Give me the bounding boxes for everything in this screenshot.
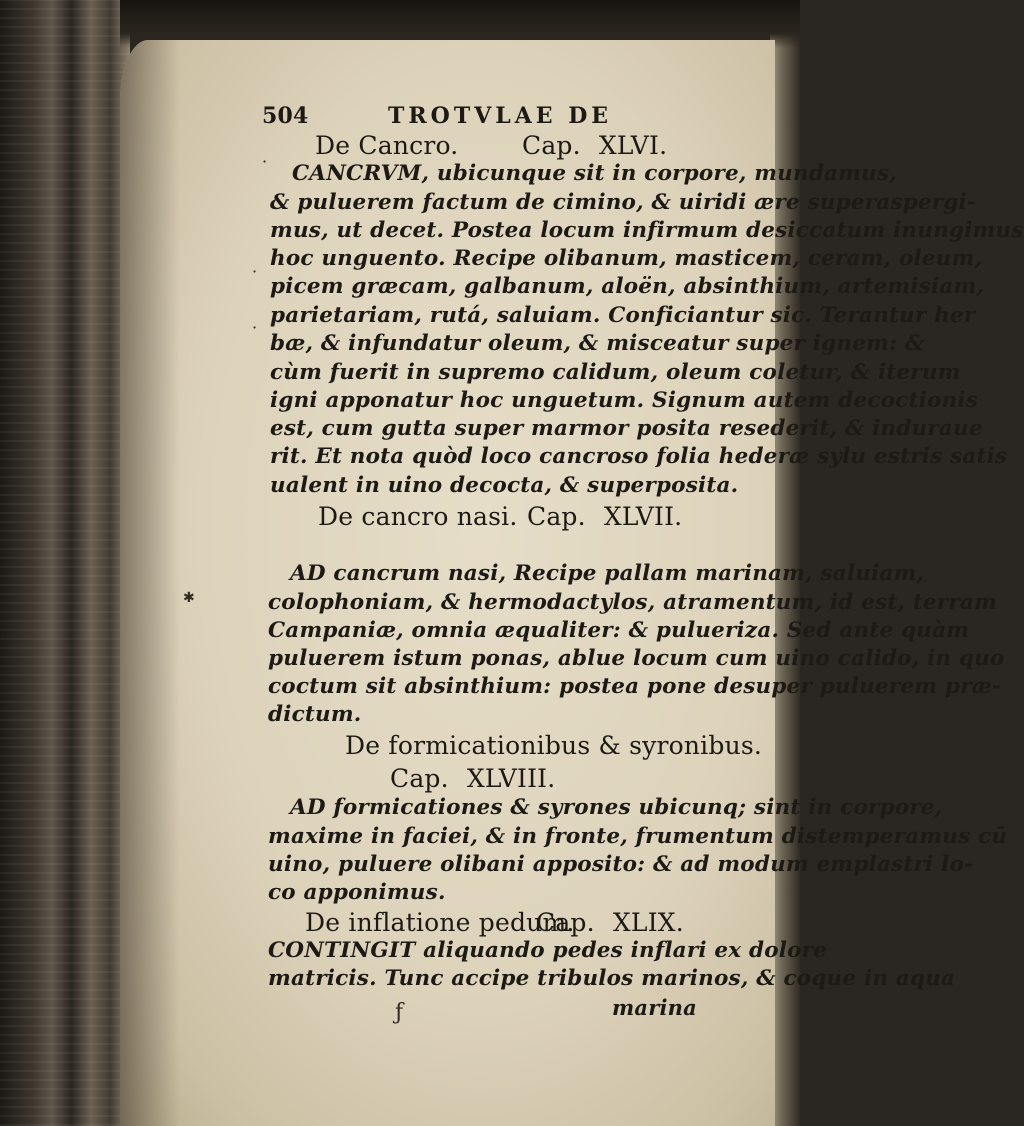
- ink-stroke-mark: ƒ: [395, 1000, 404, 1025]
- text-line: picem græcam, galbanum, aloën, absinthium, artemisiam,: [270, 274, 985, 299]
- section-title-4: De inflatione pedum.: [305, 908, 575, 937]
- margin-mark: ·: [262, 152, 268, 171]
- text-line: bæ, & infundatur oleum, & misceatur super ignem: &: [270, 331, 925, 356]
- text-line: matricis. Tunc accipe tribulos marinos, & coque in aqua: [268, 966, 956, 991]
- section-chapter-1: Cap. XLVI.: [522, 131, 668, 160]
- text-line: maxime in faciei, & in fronte, frumentum distemperamus cū: [268, 824, 1008, 849]
- text-line: CONTINGIT aliquando pedes inflari ex dolore: [268, 938, 828, 963]
- margin-mark: ·: [252, 318, 258, 337]
- text-line: igni apponatur hoc unguetum. Signum autem decoctionis: [270, 388, 979, 413]
- page-gutter-shadow: [120, 40, 180, 1126]
- section-chapter-4: Cap. XLIX.: [536, 908, 684, 937]
- text-line: CANCRVM, ubicunque sit in corpore, mundamus,: [292, 161, 897, 186]
- running-title: TROTVLAE DE: [388, 103, 613, 129]
- section-title-3: De formicationibus & syronibus.: [345, 731, 763, 760]
- text-line: uino, puluere olibani apposito: & ad modum emplastri lo-: [268, 852, 974, 877]
- margin-mark: ·: [252, 262, 258, 281]
- text-line: co apponimus.: [268, 880, 446, 905]
- text-line: rit. Et nota quòd loco cancroso folia hederæ sylu estris satis: [270, 444, 1008, 469]
- text-line: mus, ut decet. Postea locum infirmum desiccatum inungimus: [270, 218, 1024, 243]
- page-number: 504: [262, 103, 309, 129]
- text-line: est, cum gutta super marmor posita resederit, & induraue: [270, 416, 983, 441]
- text-line: AD cancrum nasi, Recipe pallam marinam, saluiam,: [290, 561, 925, 586]
- catchword: marina: [612, 995, 697, 1020]
- spine-texture: [0, 0, 130, 1126]
- section-chapter-2: Cap. XLVII.: [527, 502, 683, 531]
- text-line: & puluerem factum de cimino, & uiridi ære superaspergi-: [270, 190, 977, 215]
- text-line: coctum sit absinthium: postea pone desuper puluerem præ-: [268, 674, 1001, 699]
- section-title-2: De cancro nasi.: [318, 502, 518, 531]
- text-line: dictum.: [268, 702, 362, 727]
- text-line: AD formicationes & syrones ubicunq; sint in corpore,: [290, 795, 943, 820]
- margin-mark: ✱: [183, 590, 195, 606]
- section-chapter-3: Cap. XLVIII.: [390, 764, 556, 793]
- text-line: colophoniam, & hermodactylos, atramentum, id est, terram: [268, 590, 998, 615]
- text-line: Campaniæ, omnia æqualiter: & pulueriza. Sed ante quàm: [268, 618, 970, 643]
- text-line: puluerem istum ponas, ablue locum cum uino calido, in quo: [268, 646, 1005, 671]
- text-line: cùm fuerit in supremo calidum, oleum coletur, & iterum: [270, 360, 961, 385]
- text-line: ualent in uino decocta, & superposita.: [270, 473, 739, 498]
- text-line: hoc unguento. Recipe olibanum, masticem, ceram, oleum,: [270, 246, 983, 271]
- section-title-1: De Cancro.: [315, 131, 459, 160]
- text-line: parietariam, rutá, saluiam. Conficiantur sic. Terantur her: [270, 303, 976, 328]
